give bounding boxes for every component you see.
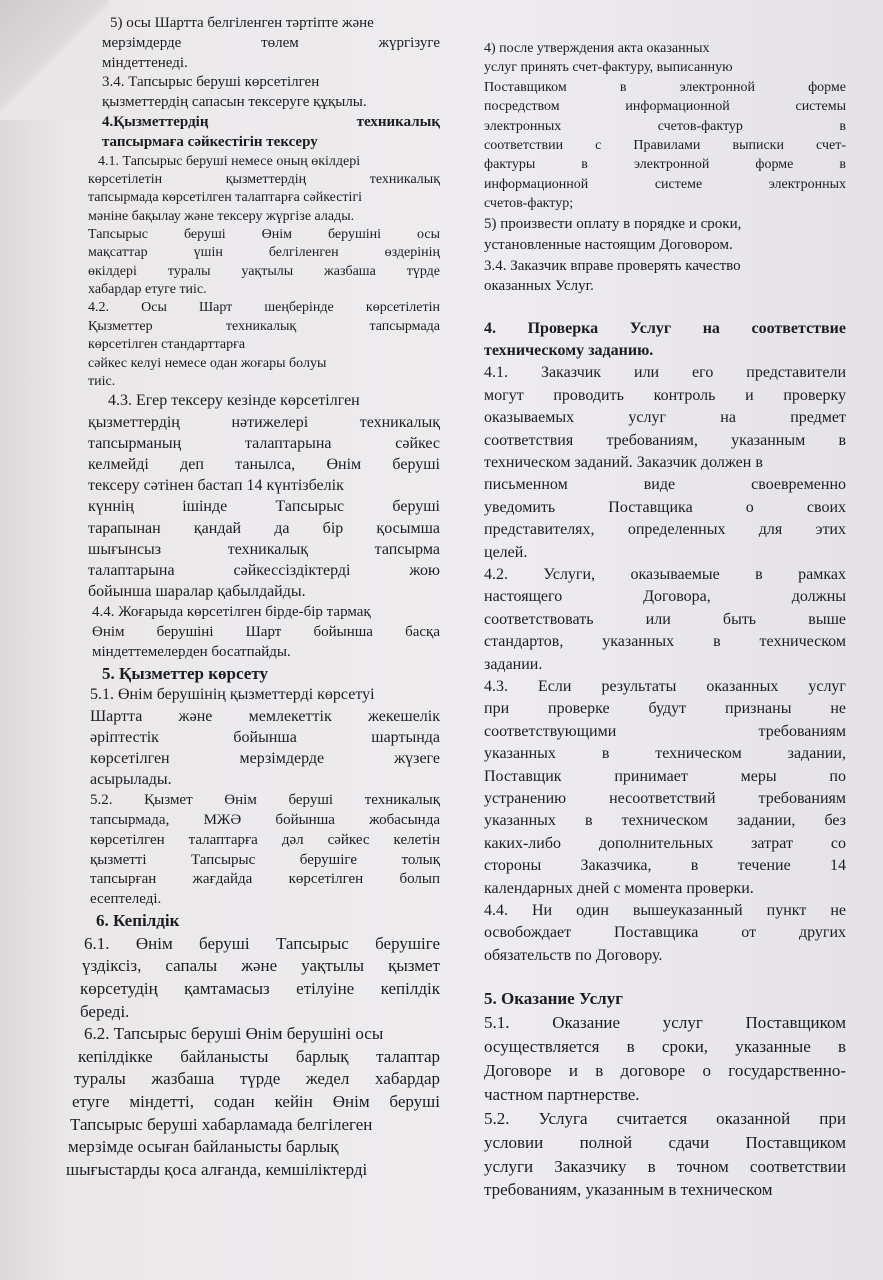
ru-text-line: оказанных Услуг.	[484, 278, 594, 295]
kk-text-line: мерзімдерде төлем жүргізуге	[102, 34, 440, 51]
kk-text-line: 5. Қызметтер көрсету	[102, 663, 268, 683]
ru-text-line: обязательств по Договору.	[484, 946, 663, 964]
ru-text-line: Договоре и в договоре о государственно-	[484, 1060, 846, 1080]
kk-text-line: Тапсырыс беруші хабарламада белгілеген	[70, 1114, 373, 1134]
kk-text-line: Тапсырыс беруші Өнім берушіні осы	[88, 227, 440, 242]
kk-text-line: көрсетудің қамтамасыз етілуіне кепілдік	[80, 978, 440, 998]
kk-text-line: 5.2. Қызмет Өнім беруші техникалық	[90, 792, 440, 809]
ru-text-line: 4.4. Ни один вышеуказанный пункт не	[484, 901, 846, 919]
ru-text-line: оказываемых услуг на предмет	[484, 409, 846, 427]
kk-text-line: міндеттемелерден босатпайды.	[92, 643, 291, 660]
kk-text-line: тиіс.	[88, 373, 116, 389]
ru-text-line: соответствующими требованиям	[484, 722, 846, 740]
kk-text-line: туралы жазбаша түрде жедел хабардар	[74, 1069, 440, 1089]
kk-text-line: есептеледі.	[90, 891, 162, 908]
kk-text-line: сәйкес келуі немесе одан жоғары болуы	[88, 355, 327, 371]
ru-text-line: счетов-фактур;	[484, 196, 574, 212]
ru-text-line: 5. Оказание Услуг	[484, 989, 623, 1009]
kk-text-line: мерзімде осыған байланысты барлық	[68, 1137, 339, 1157]
kk-text-line: қызметті Тапсырыс берушіге толық	[90, 851, 440, 868]
ru-text-line: информационной системе электронных	[484, 176, 846, 192]
kk-text-line: көрсетілген стандарттарға	[88, 337, 246, 353]
kk-text-line: мәніне бақылау және тексеру жүргізе алады.	[88, 208, 355, 224]
ru-text-line: 3.4. Заказчик вправе проверять качество	[484, 257, 741, 274]
kk-text-line: 6. Кепілдік	[96, 911, 180, 931]
kk-text-line: мақсаттар үшін белгіленген өздерінің	[88, 245, 440, 261]
ru-text-line: письменном виде своевременно	[484, 476, 846, 494]
kk-text-line: көрсетілген мерзімдерде жүзеге	[90, 749, 440, 767]
ru-text-line: соответствовать или быть выше	[484, 610, 846, 628]
kk-text-line: 4.3. Егер тексеру кезінде көрсетілген	[108, 392, 360, 410]
kk-text-line: 6.1. Өнім беруші Тапсырыс берушіге	[84, 933, 440, 953]
kk-text-line: тексеру сәтінен бастап 14 күнтізбелік	[88, 477, 344, 495]
kk-text-line: кепілдікке байланысты барлық талаптар	[78, 1046, 440, 1066]
kk-text-line: береді.	[80, 1001, 130, 1021]
kk-text-line: Қызметтер техникалық тапсырмада	[88, 318, 440, 334]
ru-text-line: 4.3. Если результаты оказанных услуг	[484, 677, 846, 695]
ru-text-line: условии полной сдачи Поставщиком	[484, 1132, 846, 1152]
kk-text-line: Шартта және мемлекеттік жекешелік	[90, 707, 440, 725]
kk-text-line: талаптарына сәйкессіздіктерді жою	[88, 561, 440, 579]
kk-text-line: тапсырған жағдайда көрсетілген болып	[90, 871, 440, 888]
ru-text-line: услуг принять счет-фактуру, выписанную	[484, 60, 733, 76]
ru-text-line: услуги Заказчику в точном соответствии	[484, 1156, 846, 1176]
ru-text-line: техническому заданию.	[484, 341, 654, 359]
ru-text-line: могут проводить контроль и проверку	[484, 386, 846, 404]
ru-text-line: 5.1. Оказание услуг Поставщиком	[484, 1013, 846, 1033]
ru-text-line: 4. Проверка Услуг на соответствие	[484, 319, 846, 337]
ru-text-line: техническом заданий. Заказчик должен в	[484, 453, 763, 471]
ru-text-line: представителях, определенных для этих	[484, 521, 846, 539]
kk-text-line: келмейді деп танылса, Өнім беруші	[88, 455, 440, 473]
ru-text-line: устранению несоответствий требованиям	[484, 789, 846, 807]
ru-text-line: стороны Заказчика, в течение 14	[484, 857, 846, 875]
kk-text-line: көрсетілетін қызметтердің техникалық	[88, 171, 440, 187]
ru-text-line: при проверке будут признаны не	[484, 700, 846, 718]
kk-text-line: шығыстарды қоса алғанда, кемшіліктерді	[66, 1159, 368, 1179]
ru-text-line: календарных дней с момента проверки.	[484, 879, 754, 897]
ru-text-line: установленные настоящим Договором.	[484, 236, 733, 253]
kk-text-line: қызметтердің сапасын тексеруге құқылы.	[102, 94, 367, 111]
kk-text-line: тапсырмаға сәйкестігін тексеру	[102, 133, 318, 150]
ru-text-line: соответствия требованиям, указанным в	[484, 431, 846, 449]
ru-text-line: 4) после утверждения акта оказанных	[484, 41, 710, 56]
kk-text-line: міндеттенеді.	[102, 54, 188, 71]
ru-text-line: освобождает Поставщика от других	[484, 924, 846, 942]
ru-text-line: 4.2. Услуги, оказываемые в рамках	[484, 565, 846, 583]
ru-text-line: требованиям, указанным в техническом	[484, 1180, 773, 1200]
kk-text-line: күннің ішінде Тапсырыс беруші	[88, 498, 440, 516]
kk-text-line: 4.1. Тапсырыс беруші немесе оның өкілдері	[98, 153, 361, 169]
ru-text-line: указанных в техническом задании, без	[484, 812, 846, 830]
kk-text-line: хабардар етуге тиіс.	[88, 282, 207, 298]
kk-text-line: тапсырмада көрсетілген талаптарға сәйкестігі	[88, 190, 363, 206]
ru-text-line: 5.2. Услуга считается оказанной при	[484, 1108, 846, 1128]
kk-text-line: қызметтердің нәтижелері техникалық	[88, 413, 440, 431]
ru-text-line: фактуры в электронной форме в	[484, 157, 846, 173]
ru-text-line: стандартов, указанных в техническом	[484, 633, 846, 651]
page-fold-shadow	[0, 0, 110, 120]
kk-text-line: шығынсыз техникалық тапсырма	[88, 540, 440, 558]
kk-text-line: 4.2. Осы Шарт шеңберінде көрсетілетін	[88, 300, 440, 316]
kk-text-line: әріптестік бойынша шартында	[90, 728, 440, 746]
ru-text-line: электронных счетов-фактур в	[484, 118, 846, 134]
ru-text-line: частном партнерстве.	[484, 1084, 640, 1104]
ru-text-line: осуществляется в сроки, указанные в	[484, 1037, 846, 1057]
ru-text-line: Поставщиком в электронной форме	[484, 79, 846, 95]
kk-text-line: 3.4. Тапсырыс беруші көрсетілген	[102, 74, 320, 91]
kk-text-line: тапсырманың талаптарына сәйкес	[88, 434, 440, 452]
ru-text-line: указанных в техническом задании,	[484, 745, 846, 763]
ru-text-line: каких-либо дополнительных затрат со	[484, 834, 846, 852]
kk-text-line: етуге міндетті, содан кейін Өнім беруші	[72, 1091, 440, 1111]
kk-text-line: 5) осы Шартта белгіленген тәртіпте және	[110, 15, 374, 31]
kk-text-line: бойынша шаралар қабылдайды.	[88, 583, 306, 601]
ru-text-line: посредством информационной системы	[484, 99, 846, 115]
kk-text-line: тапсырмада, МЖӘ бойынша жобасында	[90, 812, 440, 829]
ru-text-line: Поставщик принимает меры по	[484, 767, 846, 785]
kk-text-line: 4.4. Жоғарыда көрсетілген бірде-бір тармақ	[92, 604, 371, 621]
ru-text-line: задании.	[484, 655, 543, 673]
kk-text-line: тарапынан қандай да бір қосымша	[88, 519, 440, 537]
ru-text-line: уведомить Поставщика о своих	[484, 498, 846, 516]
ru-text-line: 4.1. Заказчик или его представители	[484, 364, 846, 382]
kk-text-line: 6.2. Тапсырыс беруші Өнім берушіні осы	[84, 1024, 384, 1044]
kk-text-line: көрсетілген талаптарға дәл сәйкес келетін	[90, 831, 440, 848]
kk-text-line: 4.Қызметтердің техникалық	[102, 113, 440, 130]
kk-text-line: асырылады.	[90, 771, 172, 789]
ru-text-line: целей.	[484, 543, 528, 561]
kk-text-line: 5.1. Өнім берушінің қызметтерді көрсетуі	[90, 686, 375, 704]
ru-text-line: 5) произвести оплату в порядке и сроки,	[484, 215, 742, 232]
kk-text-line: өкілдері туралы уақтылы жазбаша түрде	[88, 263, 440, 279]
kk-text-line: үздіксіз, сапалы және уақтылы қызмет	[82, 956, 440, 976]
kk-text-line: Өнім берушіні Шарт бойынша басқа	[92, 624, 440, 641]
ru-text-line: соответствии с Правилами выписки счет-	[484, 138, 846, 154]
ru-text-line: настоящего Договора, должны	[484, 588, 846, 606]
